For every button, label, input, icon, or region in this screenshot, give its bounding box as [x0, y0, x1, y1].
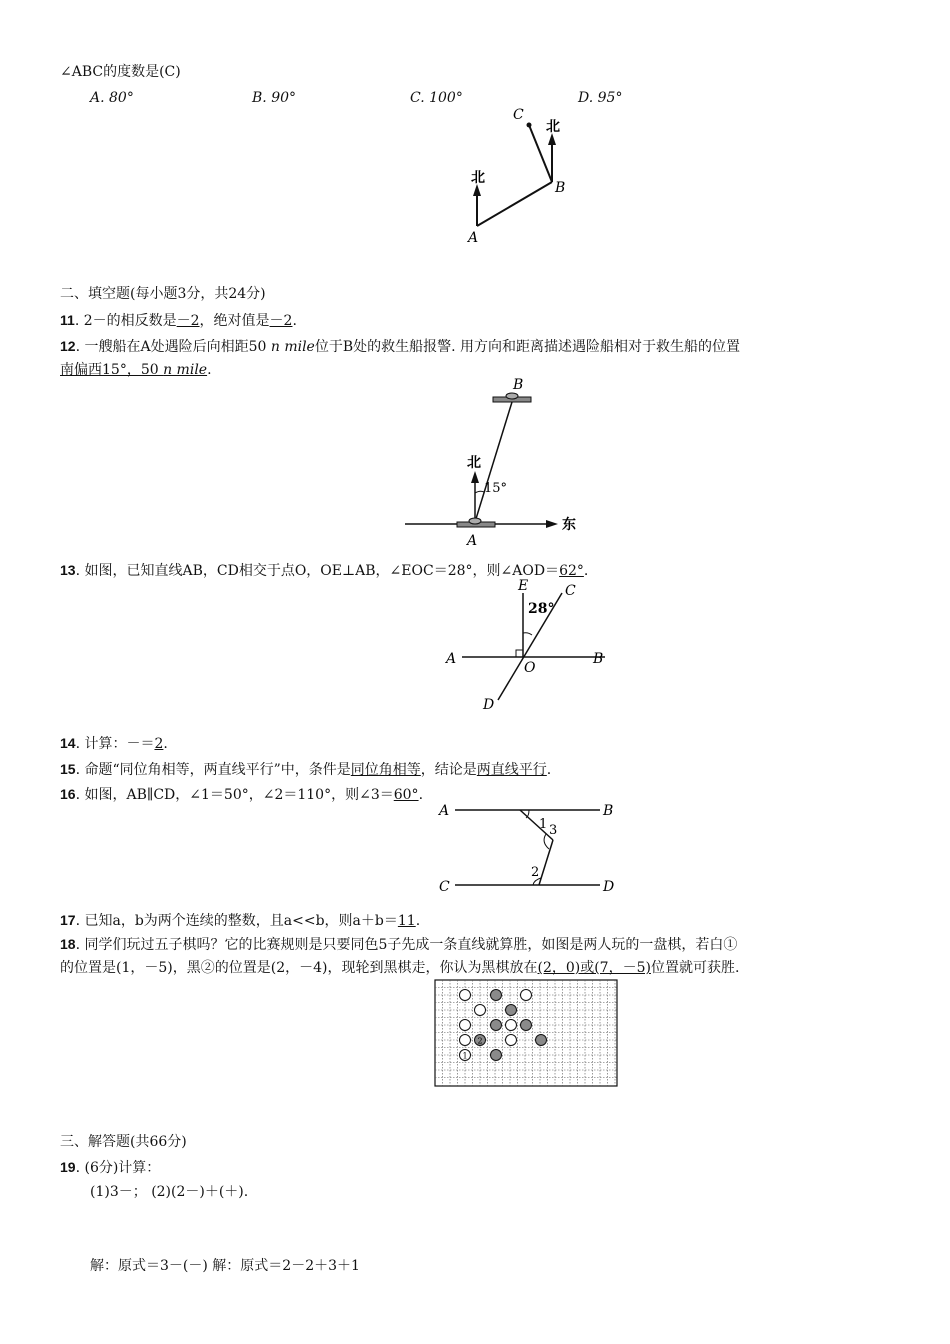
- q18-answer: (2，0)或(7，－5): [537, 960, 651, 976]
- q-prev-stem: ∠ABC的度数是(C): [60, 64, 181, 80]
- parallel-lines-figure: [435, 798, 625, 898]
- angle-28: 28°: [528, 601, 555, 617]
- q11-end: .: [292, 313, 297, 329]
- label-d: D: [603, 879, 615, 895]
- q16-answer: 60°: [393, 787, 419, 803]
- option-a: A. 80°: [90, 90, 134, 106]
- q13-answer: 62°: [559, 563, 584, 579]
- q12-num: 12: [60, 338, 76, 354]
- black-stone-12: [536, 1035, 547, 1046]
- q19-parts: (1)3－； (2)(2－)＋(＋).: [90, 1184, 249, 1200]
- q11-text: . 2－的相反数是: [74, 313, 177, 329]
- option-d: D. 95°: [578, 90, 623, 106]
- q11-text-2: ，绝对值是: [199, 313, 270, 329]
- q11-answer-1: －2: [176, 313, 200, 329]
- q14-num: 14: [60, 735, 76, 751]
- q13: 13. 如图，已知直线AB，CD相交于点O，OE⊥AB，∠EOC＝28°，则∠AOD＝62°.: [60, 562, 589, 579]
- label-a: A: [468, 230, 479, 246]
- black-stone-6: [491, 1020, 502, 1031]
- label-ship-b: B: [513, 377, 524, 393]
- q19: 19. (6分)计算：: [60, 1159, 161, 1176]
- q13-num: 13: [60, 562, 76, 578]
- q11-num: 11: [60, 312, 75, 328]
- black-stone-4: [506, 1005, 517, 1016]
- q15: 15. 命题“同位角相等，两直线平行”中，条件是同位角相等，结论是两直线平行.: [60, 761, 552, 778]
- q19-num: 19: [60, 1159, 76, 1175]
- black-stone-14: [491, 1050, 502, 1061]
- white-stone-1-label: 1: [462, 1051, 468, 1061]
- north-label-a: 北: [471, 170, 485, 186]
- q19-solution: 解：原式＝3－(－) 解：原式＝2－2＋3＋1: [90, 1258, 360, 1274]
- gomoku-board: [434, 979, 618, 1087]
- north-label: 北: [467, 455, 481, 471]
- white-stone-11: [506, 1035, 517, 1046]
- label-a: A: [439, 803, 450, 819]
- q12-unit: n mile: [270, 339, 315, 355]
- white-stone-5: [460, 1020, 471, 1031]
- q11-answer-2: －2: [269, 313, 293, 329]
- white-stone-7: [506, 1020, 517, 1031]
- white-stone-9: [460, 1035, 471, 1046]
- q12-answer: 南偏西15°，50 n mile: [60, 362, 208, 378]
- label-b: B: [555, 180, 566, 196]
- angle-3: 3: [549, 823, 558, 838]
- label-c: C: [439, 879, 450, 895]
- angle-2: 2: [531, 865, 540, 880]
- bearing-figure-abc: [440, 100, 600, 250]
- q18-num: 18: [60, 936, 76, 952]
- angle-15: 15°: [484, 481, 508, 496]
- q14-answer: 2: [154, 736, 164, 752]
- q17-num: 17: [60, 912, 76, 928]
- north-label-b: 北: [546, 119, 560, 135]
- q16-num: 16: [60, 786, 76, 802]
- white-stone-0: [460, 990, 471, 1001]
- east-label: 东: [562, 517, 576, 533]
- ship-figure: [400, 375, 600, 549]
- white-stone-2: [521, 990, 532, 1001]
- q17: 17. 已知a，b为两个连续的整数，且a<<b，则a＋b＝11.: [60, 912, 421, 929]
- label-b: B: [603, 803, 614, 819]
- q13-text: . 如图，已知直线AB，CD相交于点O，OE⊥AB，∠EOC＝28°，则∠AOD＝: [75, 563, 560, 579]
- q15-answer-2: 两直线平行: [476, 762, 547, 778]
- label-c: C: [513, 107, 524, 123]
- q12-text: . 一艘船在A处遇险后向相距50: [75, 339, 271, 355]
- black-stone-2-label: 2: [477, 1036, 483, 1046]
- black-stone-1: [491, 990, 502, 1001]
- black-stone-8: [521, 1020, 532, 1031]
- label-a: A: [446, 651, 457, 667]
- label-o: O: [524, 660, 536, 676]
- q12-text-b: 位于B处的救生船报警. 用方向和距离描述遇险船相对于救生船的位置: [314, 339, 741, 355]
- label-c: C: [565, 583, 576, 599]
- q15-answer-1: 同位角相等: [350, 762, 421, 778]
- q18-line-2: 的位置是(1，－5)，黑②的位置是(2，－4)，现轮到黑棋走，你认为黑棋放在(2，0)或(7，－5)位置就可获胜.: [60, 960, 740, 976]
- q12: [60, 336, 740, 357]
- q15-num: 15: [60, 761, 76, 777]
- angle-1: 1: [539, 817, 548, 832]
- white-stone-3: [475, 1005, 486, 1016]
- option-b: B. 90°: [252, 90, 297, 106]
- q17-answer: 11: [397, 913, 416, 929]
- section-3-title: 三、解答题(共66分): [60, 1134, 187, 1150]
- q16: 16. 如图，AB∥CD，∠1＝50°，∠2＝110°，则∠3＝60°.: [60, 786, 424, 803]
- intersecting-lines-figure: [440, 575, 620, 715]
- q12-answer-line: 南偏西15°，50 n mile.: [60, 362, 212, 378]
- option-c: C. 100°: [410, 90, 463, 106]
- label-ship-a: A: [467, 533, 478, 549]
- section-2-title: 二、填空题(每小题3分，共24分): [60, 286, 266, 302]
- label-e: E: [518, 578, 529, 594]
- label-d: D: [483, 697, 495, 713]
- q11: [60, 310, 297, 331]
- label-b: B: [593, 651, 604, 667]
- q18: 18. 同学们玩过五子棋吗？它的比赛规则是只要同色5子先成一条直线就算胜，如图是两人玩的一盘棋，若白①: [60, 936, 738, 953]
- q14: 14. 计算：－＝2.: [60, 735, 168, 752]
